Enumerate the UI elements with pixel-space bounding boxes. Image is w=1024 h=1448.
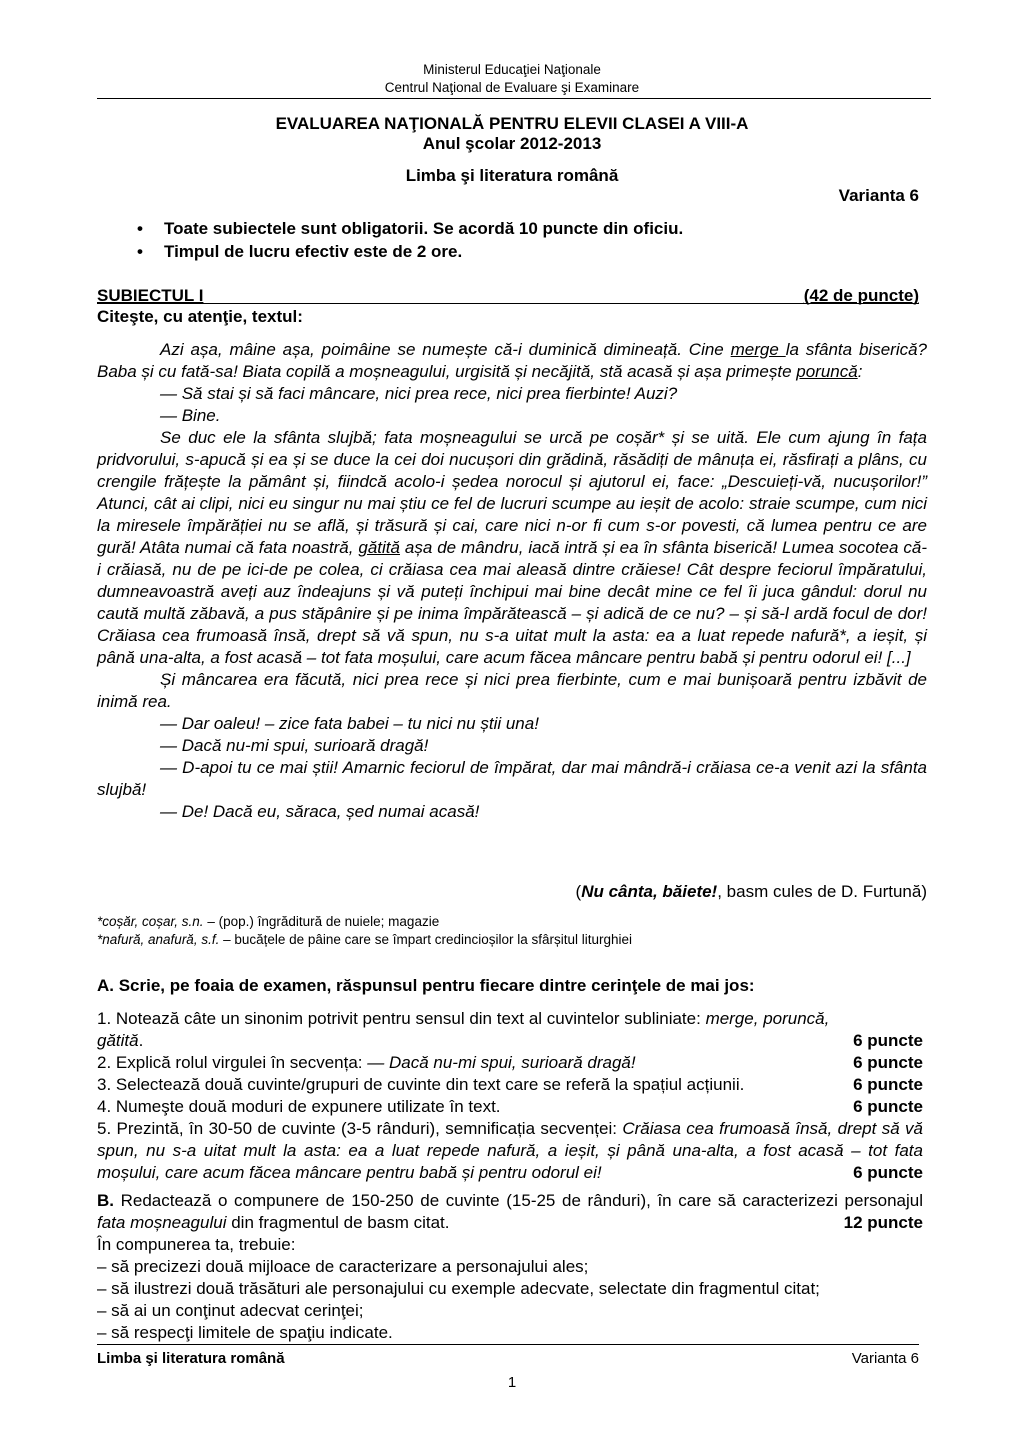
part-b-task: [97, 1190, 923, 1234]
bullet-icon: •: [137, 219, 143, 238]
question-words: merge, poruncă,: [705, 1009, 830, 1028]
question-quote: Crăiasa cea frumoasă însă, drept să vă spun, nu s-a uitat mult la asta: ea a luat repede nafură, a ieșit, și până una-alta, a fost acasă – tot fata moșului, care acum făcea mâncare pentru babă și pentru odorul ei!: [97, 1119, 923, 1182]
story-source: [576, 882, 927, 902]
footnote-term: *nafură, anafură, s.f.: [97, 932, 220, 947]
header-rule: [97, 98, 931, 99]
footnotes: [97, 913, 927, 949]
exam-title: EVALUAREA NAŢIONALĂ PENTRU ELEVII CLASEI A VIII-A: [275, 114, 749, 133]
question-3: [97, 1074, 923, 1096]
source-part: (: [575, 882, 582, 901]
underlined-word: gătită: [358, 538, 400, 557]
question-text: 2. Explică rolul virgulei în secvența:: [97, 1053, 368, 1072]
footnote: [97, 931, 927, 949]
underlined-word: merge: [730, 340, 786, 359]
question-words: gătită: [97, 1031, 139, 1050]
subject-1-points: (42 de puncte): [803, 286, 919, 305]
story-span: așa de mândru, iacă intră și ea în sfânta biserică! Lumea socotea că-i crăiasă, nu de pe ici-de pe colea, ci crăiasa cea mai aleasă dintre crăiese! Cât despre feciorul împăratului, dumneavoastră aveți auz îndeajuns și vă puteți închipui mai bine decât mine ce fel îi juca gândul: dorul nu caută multă zăbavă, a pus stăpânire și pe inima împărătească – și adică de ce nu? – și să-l ardă focul de dor! Crăiasa cea frumoasă însă, drept să vă spun, nu s-a uitat mult la asta: ea a luat repede nafură*, a ieșit, și până una-alta, a fost acasă – tot fata moșului, care acum făcea mâncare pentru babă și pentru odorul ei! [...]: [97, 538, 927, 667]
story-paragraph: Și mâncarea era făcută, nici prea rece și nici prea fierbinte, cum e mai bunișoară pentru izbăvit de inimă rea.: [97, 670, 927, 711]
question-1-row: [97, 1030, 923, 1052]
part-b-points: 12 puncte: [843, 1213, 923, 1232]
footnote-def: – bucățele de pâine care se împart credincioșilor la sfârșitul liturghiei: [219, 932, 633, 947]
part-b-requirement: – să respecţi limitele de spaţiu indicate.: [97, 1323, 393, 1342]
story-paragraph: [97, 339, 927, 383]
question-1: [97, 1008, 923, 1030]
part-b-requirement: – să precizezi două mijloace de caracterizare a personajului ales;: [97, 1257, 589, 1276]
read-instruction: Citeşte, cu atenţie, textul:: [97, 307, 303, 326]
story-span: Se duc ele la sfânta slujbă; fata moșneagului se urcă pe coșăr* și se uită. Ele cum ajung în fața pridvorului, s-apucă și ea și se duce la cei doi nucușori din grădină, răsădiți de mânuța ei, răsfirați a plâns, cu crengile frățește la pământ și, fiindcă acolo-i ședea norocul și ajutorul ei, face: „Descuieți-vă, nucușorilor!” Atunci, cât ai clipi, nici eu singur nu mai știu ce fel de lucruri scumpe au ieșit de acolo: straie scumpe, cum nici la miresele împărăției nu se află, și trăsură și cai, care nici n-or fi cum s-or povesti, că lumea pentru ce are gură! Atâta numai că fata noastră,: [97, 428, 927, 557]
question-text: 1. Notează câte un sinonim potrivit pentru sensul din text al cuvintelor subliniate:: [97, 1009, 706, 1028]
story-span: :: [857, 362, 863, 381]
footnote-def: – (pop.) îngrăditură de nuiele; magazie: [203, 914, 440, 929]
ministry-name: Ministerul Educaţiei Naţionale: [423, 62, 601, 77]
rule-item: [137, 242, 463, 262]
footer-subject: Limba şi literatura română: [97, 1350, 285, 1367]
question-4: [97, 1096, 923, 1118]
variant-label: Varianta 6: [838, 186, 919, 205]
page-footer: [97, 1350, 919, 1367]
story-span: la sfânta biserică? Baba și cu fată-sa! Biata copilă a moșneagului, urgisită și necăjită, stă acasă și așa primește: [97, 340, 928, 381]
question-quote: — Dacă nu-mi spui, surioară dragă!: [367, 1053, 636, 1072]
part-a-questions: [97, 1008, 923, 1184]
question-points: 6 puncte: [853, 1075, 923, 1094]
dialogue-line: — Dar oaleu! – zice fata babei – tu nici nu știi una!: [160, 714, 539, 733]
dialogue-line: — Bine.: [160, 406, 221, 425]
story-paragraph: [97, 427, 927, 669]
part-b-label: B.: [97, 1191, 114, 1210]
rule-text: Timpul de lucru efectiv este de 2 ore.: [164, 242, 463, 261]
question-2: [97, 1052, 923, 1074]
part-b-requirement: – să ilustrezi două trăsături ale personajului cu exemple adecvate, selectate din fragmentul citat;: [97, 1279, 820, 1298]
story-span: Azi așa, mâine așa, poimâine se numește că-i duminică dimineață. Cine: [160, 340, 731, 359]
page-number: 1: [507, 1374, 517, 1391]
question-points: 6 puncte: [853, 1053, 923, 1072]
footnote: [97, 913, 927, 931]
subject-title: Limba şi literatura română: [405, 166, 619, 185]
part-b-requirement: – să ai un conţinut adecvat cerinţei;: [97, 1301, 364, 1320]
question-points: 6 puncte: [853, 1097, 923, 1116]
dialogue-line: — Dacă nu-mi spui, surioară dragă!: [160, 736, 429, 755]
underlined-word: poruncă: [796, 362, 858, 381]
source-title: Nu cânta, băiete!: [581, 882, 718, 901]
rule-text: Toate subiectele sunt obligatorii. Se acordă 10 puncte din oficiu.: [164, 219, 684, 238]
question-text: .: [138, 1031, 144, 1050]
question-5: [97, 1118, 923, 1184]
question-points: 6 puncte: [853, 1031, 923, 1050]
part-b-text: Redactează o compunere de 150-250 de cuvinte (15-25 de rânduri), în care să caracterizezi personajul: [114, 1191, 923, 1210]
footer-rule: [97, 1344, 919, 1345]
story-text: [97, 339, 927, 823]
part-b-intro: În compunerea ta, trebuie:: [97, 1235, 296, 1254]
question-points: 6 puncte: [853, 1163, 923, 1182]
bullet-icon: •: [137, 242, 143, 261]
question-text: 3. Selectează două cuvinte/grupuri de cuvinte din text care se referă la spațiul acțiunii.: [97, 1075, 745, 1094]
part-a-heading: A. Scrie, pe foaia de examen, răspunsul pentru fiecare dintre cerinţele de mai jos:: [97, 976, 755, 995]
dialogue-line: — D-apoi tu ce mai știi! Amarnic feciorul de împărat, dar mai mândră-i crăiasa ce-a venit azi la sfânta slujbă!: [97, 758, 927, 799]
dialogue-line: — Să stai și să faci mâncare, nici prea rece, nici prea fierbinte! Auzi?: [160, 384, 678, 403]
footer-variant: Varianta 6: [851, 1350, 919, 1367]
footnote-term: *coșăr, coșar, s.n.: [97, 914, 204, 929]
part-b: [97, 1190, 923, 1344]
source-part: , basm cules de D. Furtună): [717, 882, 927, 901]
part-b-character: fata moșneagului: [97, 1213, 227, 1232]
question-text: 5. Prezintă, în 30-50 de cuvinte (3-5 rânduri), semnificația secvenței:: [97, 1119, 623, 1138]
subject-1-label: SUBIECTUL I: [97, 286, 204, 305]
question-text: 4. Numeşte două moduri de expunere utilizate în text.: [97, 1097, 501, 1116]
subject-rule: [97, 303, 919, 304]
part-b-text: din fragmentul de basm citat.: [226, 1213, 450, 1232]
rule-item: [137, 219, 684, 239]
school-year: Anul şcolar 2012-2013: [422, 134, 602, 153]
center-name: Centrul Naţional de Evaluare şi Examinare: [384, 80, 640, 95]
dialogue-line: — De! Dacă eu, săraca, șed numai acasă!: [160, 802, 480, 821]
